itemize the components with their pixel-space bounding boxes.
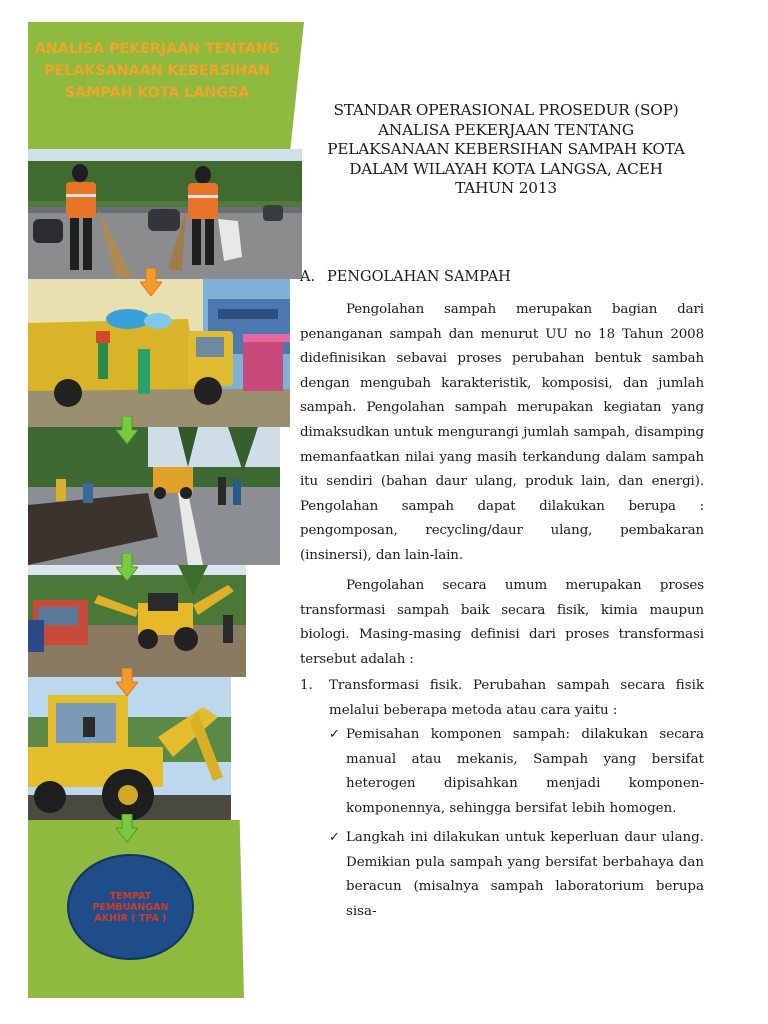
document-title [300,101,712,199]
list-item [300,674,704,723]
flow-arrow-icon [116,814,138,842]
paragraph-text: Pengolahan sampah merupakan bagian dari penanganan sampah dan menurut UU no 18 Tahun 2008 didefinisikan sebavai proses perubahan bentuk sambah dengan mengubah karakteristik, komposisi, dan jumlah sampah. Pengolahan sampah merupakan kegiatan yang dimaksudkan untuk mengurangi jumlah sampah, disamping memanfaatkan nilai yang masih terkandung dalam sampah itu sendiri (bahan daur ulang, produk lain, dan energi). Pengolahan sampah dapat dilakukan berupa : pengomposan, recycling/daur ulang, pembakaran (insinersi), dan lain-lain. [300,302,704,563]
tpa-stage-label: TEMPAT PEMBUANGAN AKHIR ( TPA ) [92,890,169,924]
backhoe-loader-photo [28,677,231,822]
flow-arrow-icon [116,416,138,444]
flow-arrow-icon [116,668,138,696]
title-line: TAHUN 2013 [455,179,557,197]
checkmark-icon: ✓ [329,727,340,742]
flow-arrow-icon [116,553,138,581]
workers-sweeping-street-photo [28,149,302,279]
checklist-item [329,826,704,924]
garbage-truck-loading-photo [28,279,290,427]
checkmark-icon: ✓ [329,830,340,845]
flow-arrow-icon [140,268,162,296]
section-title: PENGOLAHAN SAMPAH [327,269,511,285]
checklist-item [329,723,704,821]
paragraph [300,298,704,569]
list-number: 1. [300,678,313,693]
section-heading [300,269,511,285]
road-excavation-photo [28,427,280,565]
title-line: DALAM WILAYAH KOTA LANGSA, ACEH [349,159,663,178]
tpa-stage-oval [67,854,194,960]
paragraph-text: Pengolahan secara umum merupakan proses transformasi sampah baik secara fisik, kimia maupun biologi. Masing-masing definisi dari proses transformasi tersebut adalah : [300,578,704,667]
banner-title: ANALISA PEKERJAAN TENTANG PELAKSANAAN KEBERSIHAN SAMPAH KOTA LANGSA [34,41,280,101]
backhoe-roadside-photo [28,565,246,677]
title-line: STANDAR OPERASIONAL PROSEDUR (SOP) [333,101,679,119]
title-line: PELAKSANAAN KEBERSIHAN SAMPAH KOTA [327,140,685,158]
title-line: ANALISA PEKERJAAN TENTANG [378,120,634,139]
checklist-item-text: Langkah ini dilakukan untuk keperluan daur ulang. Demikian pula sampah yang bersifat berbahaya dan beracun (misalnya sampah laboratorium berupa sisa- [346,830,704,919]
list-item-text: Transformasi fisik. Perubahan sampah secara fisik melalui beberapa metoda atau cara yaitu : [329,678,704,718]
section-number: A. [300,269,316,285]
checklist-item-text: Pemisahan komponen sampah: dilakukan secara manual atau mekanis, Sampah yang bersifat heterogen dipisahkan menjadi komponen-komponennya, sehingga bersifat lebih homogen. [346,727,704,816]
paragraph [300,574,704,672]
